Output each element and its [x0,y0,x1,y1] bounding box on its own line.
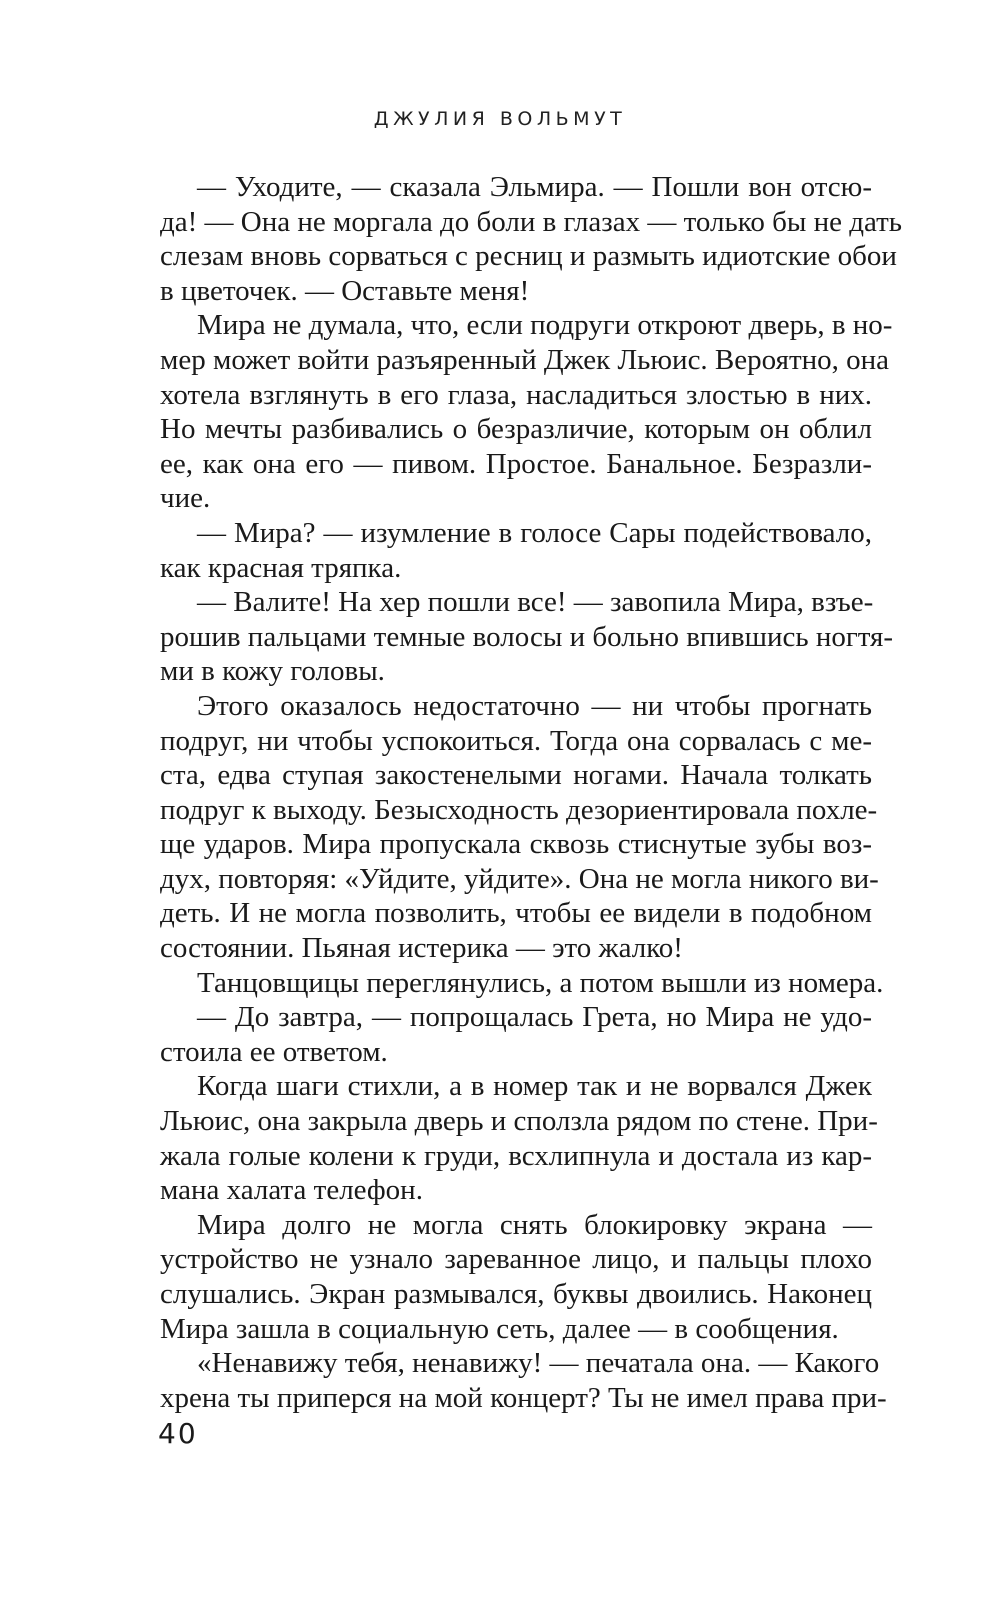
text-line: дух, повторяя: «Уйдите, уйдите». Она не могла никого ви- [160,862,879,895]
text-line: жала голые колени к груди, всхлипнула и достала из кар- [160,1139,872,1172]
text-line: — Валите! На хер пошли все! — завопила Мира, взъе- [197,586,874,619]
text-line: стоила ее ответом. [160,1035,388,1068]
text-line: слезам вновь сорваться с ресниц и размыть идиотские обои [160,240,897,273]
text-line: мана халата телефон. [160,1174,423,1207]
text-line: «Ненавижу тебя, ненавижу! — печатала она. — Какого [197,1347,880,1380]
text-line: слушались. Экран размывался, буквы двоились. Наконец [160,1278,872,1310]
text-line: Когда шаги стихли, а в номер так и не ворвался Джек [197,1070,872,1103]
text-line: Танцовщицы переглянулись, а потом вышли из номера. [197,966,884,999]
text-line: Но мечты разбивались о безразличие, которым он облил [160,413,872,446]
text-line: Мира зашла в социальную сеть, далее — в сообщения. [160,1312,839,1345]
text-line: ее, как она его — пивом. Простое. Банальное. Безразли- [160,447,872,480]
text-line: ще ударов. Мира пропускала сквозь стиснутые зубы воз- [160,828,872,861]
text-line: Льюис, она закрыла дверь и сползла рядом по стене. При- [160,1105,878,1138]
text-line: мер может войти разъяренный Джек Льюис. Вероятно, она [160,343,890,376]
text-line: ста, едва ступая закостенелыми ногами. Начала толкать [160,759,872,792]
page-number: 40 [158,1417,198,1450]
text-line: как красная тряпка. [160,551,402,584]
body-text [160,170,903,1415]
text-line: чие. [160,482,211,515]
text-line: хрена ты приперся на мой концерт? Ты не имел права при- [160,1381,887,1414]
text-line: — До завтра, — попрощалась Грета, но Мира не удо- [197,1001,872,1034]
running-header: ДЖУЛИЯ ВОЛЬМУТ [373,108,627,130]
text-line: ми в кожу головы. [160,655,385,688]
text-line: — Мира? — изумление в голосе Сары подействовало, [197,516,872,549]
text-line: деть. И не могла позволить, чтобы ее видели в подобном [160,897,872,930]
text-line: подруг к выходу. Безысходность дезориентировала похле- [160,793,878,826]
text-line: устройство не узнало зареванное лицо, и пальцы плохо [160,1243,872,1276]
text-line: подруг, ни чтобы успокоиться. Тогда она сорвалась с ме- [160,724,872,757]
text-line: Этого оказалось недостаточно — ни чтобы прогнать [197,689,872,722]
text-line: состоянии. Пьяная истерика — это жалко! [160,932,683,965]
text-line: — Уходите, — сказала Эльмира. — Пошли вон отсю- [197,171,872,203]
text-line: да! — Она не моргала до боли в глазах — только бы не дать [160,205,903,238]
text-line: рошив пальцами темные волосы и больно впившись ногтя- [160,620,894,653]
text-line: хотела взглянуть в его глаза, насладиться злостью в них. [160,378,872,411]
text-line: в цветочек. — Оставьте меня! [160,274,530,307]
text-line: Мира долго не могла снять блокировку экрана — [197,1208,872,1241]
text-line: Мира не думала, что, если подруги откроют дверь, в но- [197,309,893,342]
